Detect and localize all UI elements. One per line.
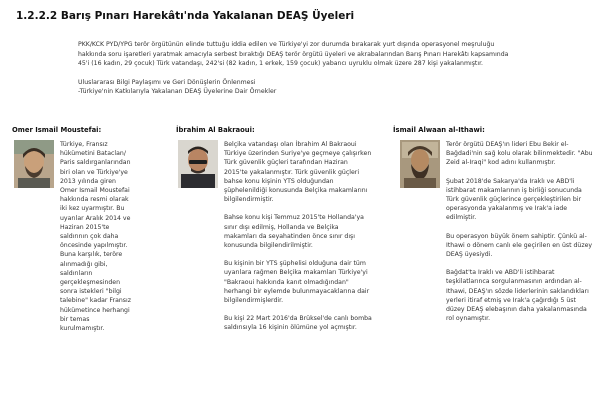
profile-paragraph: Terör örgütü DEAŞ'ın lideri Ebu Bekir el-Bağdadi'nin sağ kolu olarak bilinmektedir. "Abu Zeid al-Iraqi" kod adını kullanmıştır. (446, 141, 593, 167)
profile-paragraph: Bu kişi 22 Mart 2016'da Brüksel'de canlı bomba saldırısıyla 16 kişinin ölümüne yol açmıştır. (224, 315, 372, 332)
intro-subheading (78, 78, 518, 97)
portrait-moustefai (14, 140, 54, 188)
profile-text-ithawi (446, 140, 594, 323)
profile-paragraph: Şubat 2018'de Sakarya'da Iraklı ve ABD'li istihbarat makamlarının iş birliği sonucunda Türk güvenlik güçlerince gerçekleştirilen bir operasyonda yakalanmış ve Irak'a iade edilmiştir. (446, 177, 582, 222)
profile-paragraph: Bahse konu kişi Temmuz 2015'te Hollanda'ya sınır dışı edilmiş, Hollanda ve Belçika makamları da seyahatinden önce sınır dışı konusunda bilgilendirilmiştir. (224, 214, 364, 250)
profile-paragraph: Bağdat'ta Iraklı ve ABD'li istihbarat teşkilatlarınca sorgulanmasının ardından al- Ithawi, DEAŞ'ın sözde liderlerinin saklandıkları yerleri itiraf etmiş ve Irak'a çağırdığı 5 üst düzey DEAŞ elebaşının daha yakalanmasında rol oynamıştır. (446, 269, 589, 323)
profile-paragraph: Bu operasyon büyük önem sahiptir. Çünkü al-Ithawi o dönem canlı ele geçirilen en üst düzey DEAŞ üyesiydi. (446, 232, 593, 259)
profile-text-moustefai (60, 140, 134, 333)
section-heading: 1.2.2.2 Barış Pınarı Harekâtı'nda Yakalanan DEAŞ Üyeleri (16, 10, 355, 22)
intro-text (78, 40, 518, 97)
intro-subheading-line2: -Türkiye'nin Katkılarıyla Yakalanan DEAŞ Üyelerine Dair Örnekler (78, 88, 277, 95)
profile-name-bakraoui: İbrahim Al Bakraoui: (176, 126, 255, 134)
profile-paragraph: Türkiye, Fransız hükümetini Bataclan/ Paris saldırganlarından biri olan ve Türkiye'ye 2013 yılında giren Omer Ismail Moustefai hakkında resmi olarak iki kez uyarmıştır. Bu uyarılar Aralık 2014 ve Haziran 2015'te saldırının çok daha öncesinde yapılmıştır. Buna karşılık, teröre alınmadığı gibi, saldırıların gerçekleşmesinden sonra istekleri "bilgi talebine" kadar Fransız hükümetince herhangi bir temas kurulmamıştır. (60, 141, 131, 333)
intro-paragraph: PKK/KCK PYD/YPG terör örgütünün elinde tuttuğu iddia edilen ve Türkiye'yi zor durumda bırakarak yurt dışında operasyonel meşruluğu hakkında soru işaretleri yaratmak amacıyla serbest bıraktığı DEAŞ terör örgütü üyeleri ve akrabalarından Barış Pınarı Harekâtı kapsamında 45'i (16 kadın, 29 çocuk) Türk vatandaşı, 242'si (82 kadın, 1 erkek, 159 çocuk) yabancı uyruklu olmak üzere 287 kişi yakalanmıştır. (78, 41, 509, 67)
intro-subheading-line1: Uluslararası Bilgi Paylaşımı ve Geri Dönüşlerin Önlenmesi (78, 78, 256, 86)
profile-name-moustefai: Omer Ismail Moustefai: (12, 126, 102, 134)
profile-paragraph: Belçika vatandaşı olan İbrahim Al Bakraoui Türkiye üzerinden Suriye'ye geçmeye çalışırken Türk güvenlik güçleri tarafından Haziran 2015'te yakalanmıştır. Türk güvenlik güçleri bahse konu kişinin YTS olduğundan şüphelenildiği konusunda Belçika makamlarını bilgilendirmiştir. (224, 141, 372, 204)
profile-paragraph: Bu kişinin bir YTS şüphelisi olduğuna dair tüm uyarılara rağmen Belçika makamları Türkiye'yi "Bakraoui hakkında kanıt olmadığından" herhangi bir eylemde bulunmayacaklarına dair bilgilendirmişlerdir. (224, 260, 370, 305)
profile-name-ithawi: İsmail Alwaan al-Ithawi: (393, 126, 485, 134)
profile-text-bakraoui (224, 140, 372, 333)
portrait-ithawi (400, 140, 440, 188)
portrait-bakraoui (178, 140, 218, 188)
